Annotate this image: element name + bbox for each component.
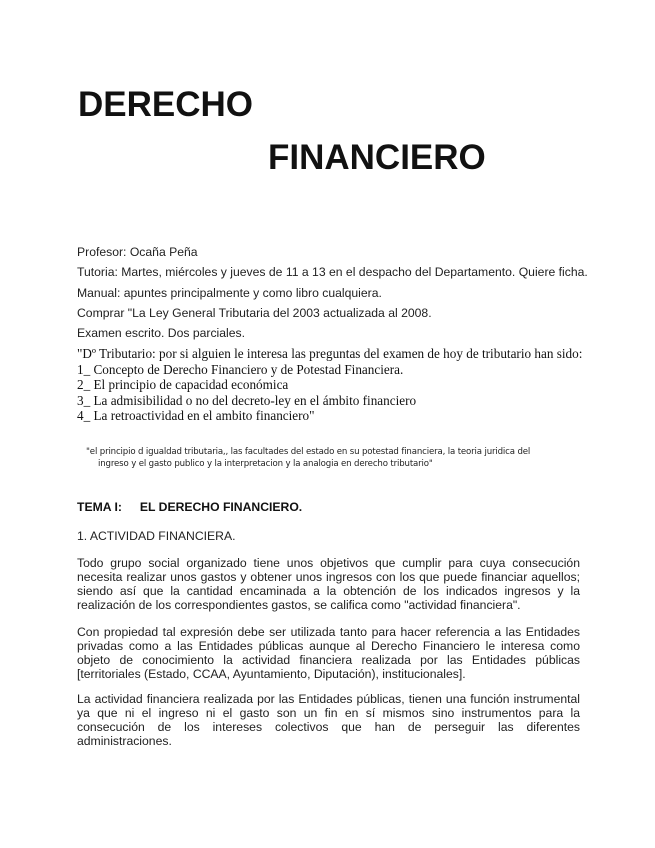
tutoria-line: Tutoria: Martes, miércoles y jueves de 11 a 13 en el despacho del Departamento. Quiere ficha.: [77, 265, 588, 279]
tema-title: EL DERECHO FINANCIERO.: [139, 500, 303, 514]
section-heading: [77, 500, 302, 514]
small-note-line-2: ingreso y el gasto publico y la interpretacion y la analogia en derecho tributario": [98, 459, 433, 469]
small-note: [86, 446, 576, 470]
paragraph: La actividad financiera realizada por las Entidades públicas, tienen una función instrumental ya que ni el ingreso ni el gasto son un fin en sí mismos sino instrumentos para la consecución de los intereses colectivos que han de perseguir las diferentes administraciones.: [77, 692, 580, 748]
paragraph: Todo grupo social organizado tiene unos objetivos que cumplir para cuya consecución necesita realizar unos gastos y obtener unos ingresos con los que puede financiar aquellos; siendo así que la cantidad encaminada a la obtención de los indicados ingresos y la realización de los correspondientes gastos, se califica como "actividad financiera".: [77, 556, 580, 612]
tema-label: TEMA I:: [77, 500, 122, 514]
exam-note: [77, 346, 597, 424]
paragraph: Con propiedad tal expresión debe ser utilizada tanto para hacer referencia a las Entidades privadas como a las Entidades públicas aunque al Derecho Financiero le interesa como objeto de conocimiento la actividad financiera realizada por las Entidades públicas [territoriales (Estado, CCAA, Ayuntamiento, Diputación), institucionales].: [77, 625, 580, 681]
title-line-1: DERECHO: [78, 85, 254, 124]
examen-line: Examen escrito. Dos parciales.: [77, 326, 245, 340]
comprar-line: Comprar "La Ley General Tributaria del 2003 actualizada al 2008.: [77, 306, 432, 320]
exam-question: 1_ Concepto de Derecho Financiero y de Potestad Financiera.: [77, 361, 404, 377]
exam-question: 2_ El principio de capacidad económica: [77, 377, 289, 392]
profesor-line: Profesor: Ocaña Peña: [77, 245, 198, 259]
exam-question: 3_ La admisibilidad o no del decreto-ley en el ámbito financiero: [77, 392, 417, 408]
small-note-line-1: "el principio d igualdad tributaria,, las facultades del estado en su potestad financiera, la teoria juridica del: [86, 447, 531, 457]
subheading: 1. ACTIVIDAD FINANCIERA.: [77, 529, 236, 543]
manual-line: Manual: apuntes principalmente y como libro cualquiera.: [77, 286, 382, 300]
exam-note-intro: "Dº Tributario: por si alguien le interesa las preguntas del examen de hoy de tributario han sido:: [77, 346, 583, 361]
exam-question: 4_ La retroactividad en el ambito financiero": [77, 408, 315, 423]
title-line-2: FINANCIERO: [268, 138, 486, 177]
